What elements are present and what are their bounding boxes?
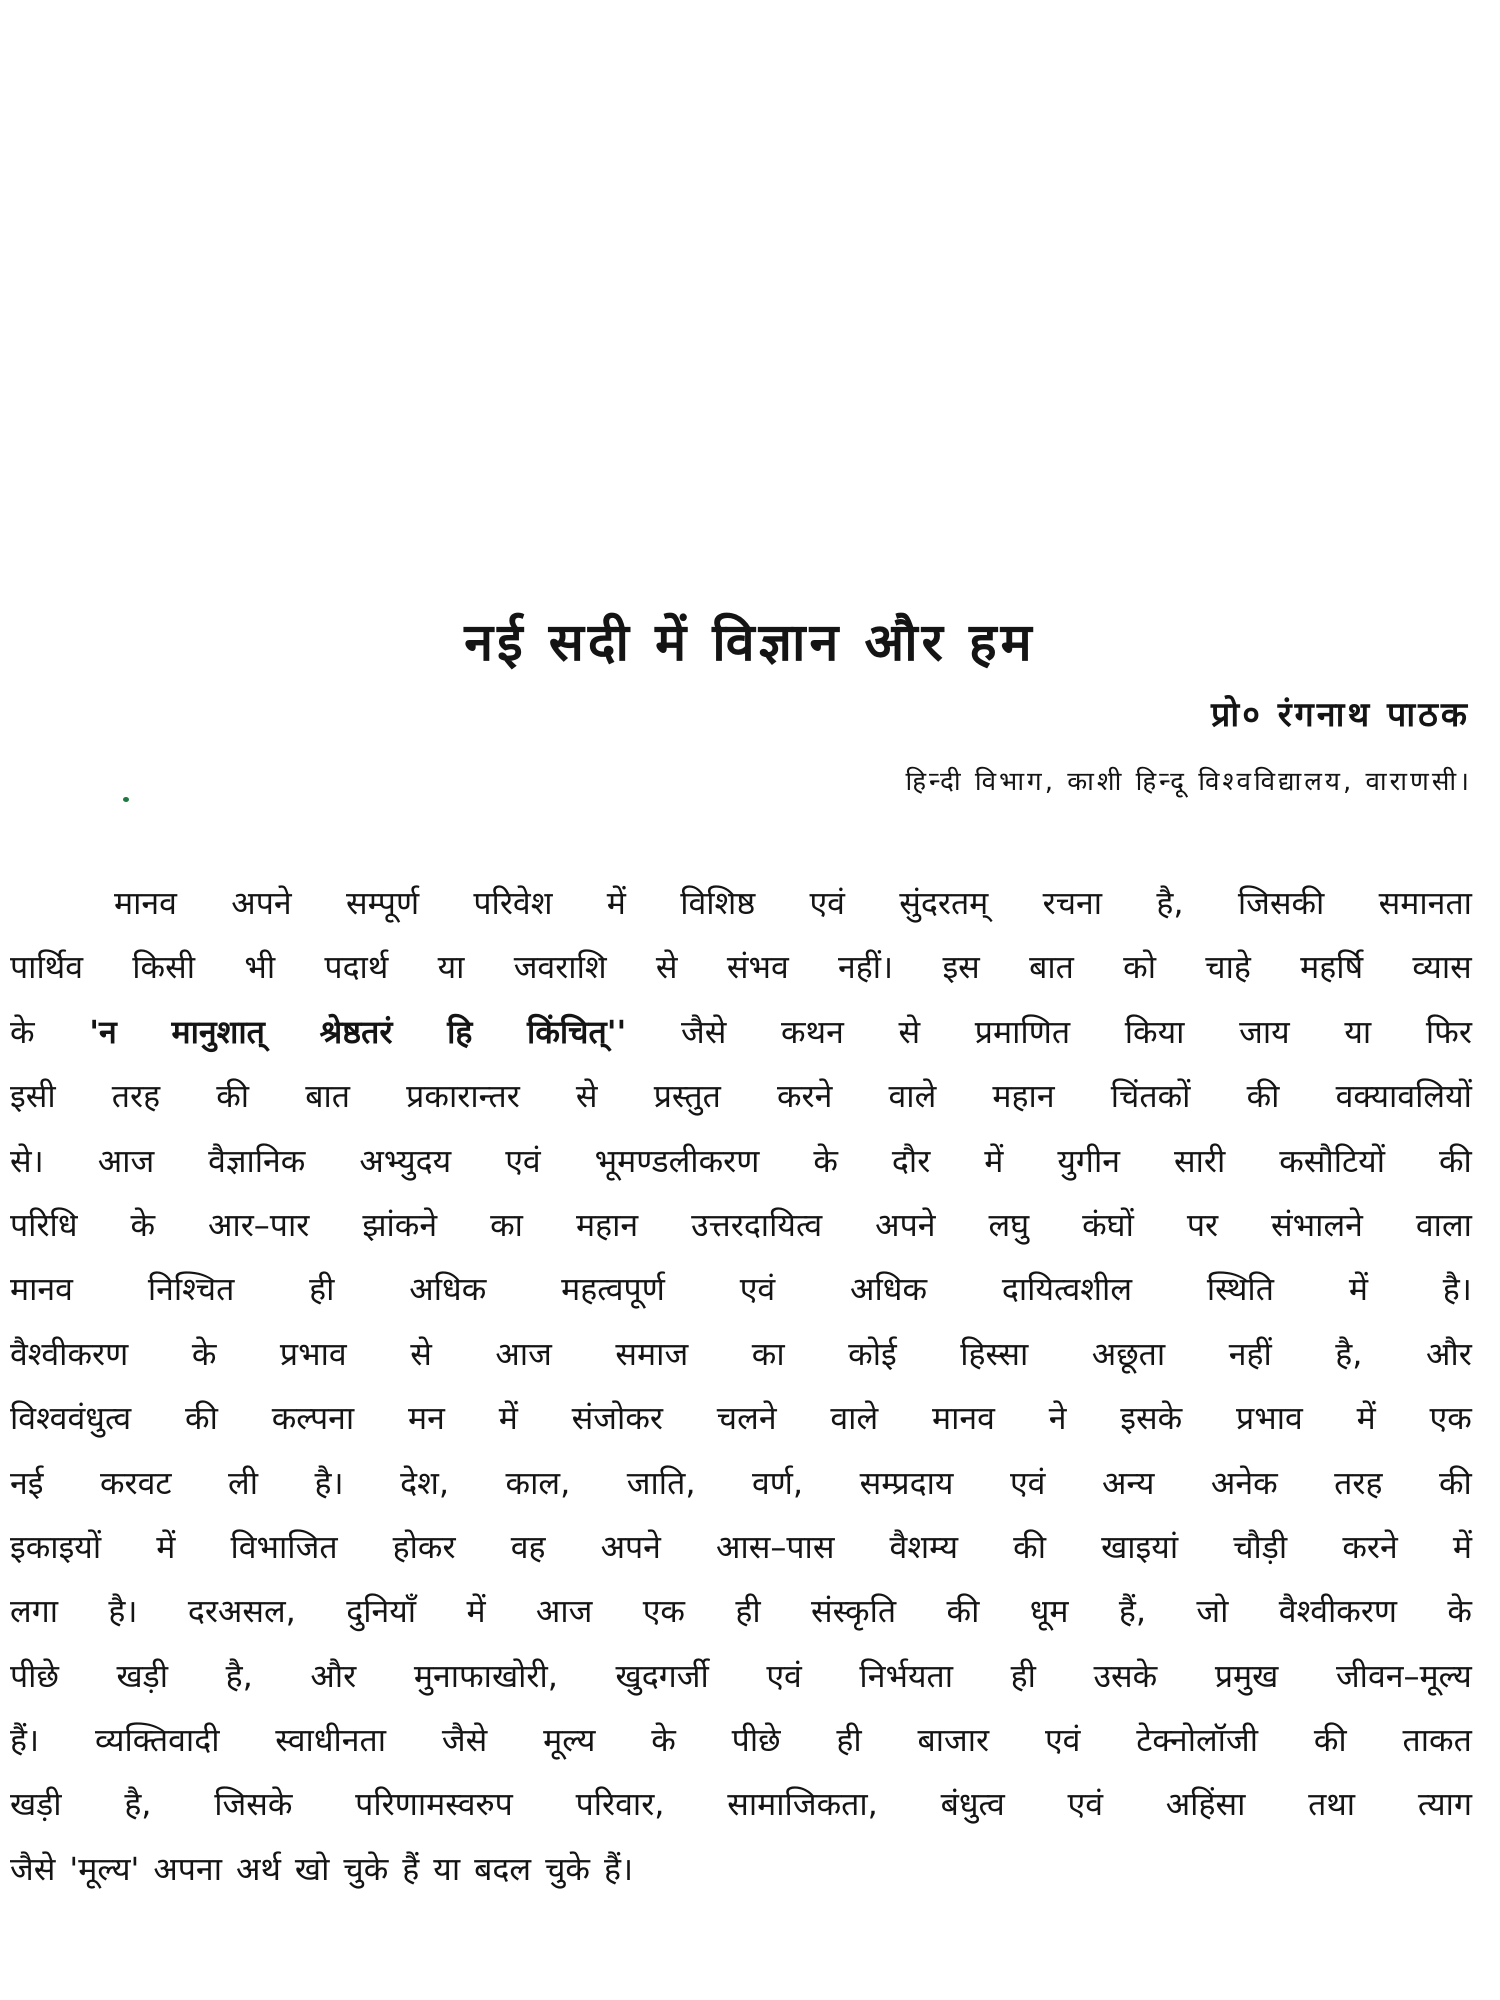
word: या: [433, 1849, 461, 1888]
word: अपने: [600, 1527, 661, 1566]
paragraph-line: [10, 935, 1472, 999]
word: भूमण्डलीकरण: [594, 1141, 760, 1180]
word: लगा: [10, 1592, 59, 1631]
green-speck-mark: [123, 797, 129, 802]
paragraph-line: [10, 1837, 1472, 1901]
word: एवं: [739, 1270, 776, 1309]
word: नहीं।: [838, 948, 894, 987]
word: करवट: [99, 1463, 172, 1502]
word: करने: [776, 1077, 833, 1116]
word: इकाइयों: [10, 1527, 102, 1566]
word: सुंदरतम्: [899, 884, 989, 922]
word: वक्यावलियों: [1335, 1077, 1472, 1116]
paragraph-line: [10, 1257, 1472, 1321]
word: झांकने: [362, 1205, 438, 1244]
word: उसके: [1093, 1656, 1158, 1695]
word: दायित्वशील: [1001, 1270, 1133, 1309]
word: फिर: [1425, 1012, 1472, 1051]
word: हिस्सा: [960, 1334, 1029, 1373]
quoted-sanskrit-word: हि: [447, 1012, 473, 1051]
word: अधिक: [850, 1270, 928, 1309]
word: अपना: [153, 1849, 222, 1888]
word: संजोकर: [571, 1399, 663, 1438]
word: मानव: [10, 1270, 73, 1309]
word: वाला: [1415, 1205, 1472, 1244]
word: निश्चित: [147, 1270, 235, 1309]
word: और: [310, 1656, 357, 1695]
word: ही: [735, 1592, 761, 1631]
word: सम्प्रदाय: [859, 1463, 954, 1502]
word: नहीं: [1228, 1334, 1272, 1373]
word: प्रमाणित: [974, 1012, 1071, 1051]
word: देश,: [400, 1463, 450, 1502]
word: अधिक: [409, 1270, 487, 1309]
word: है।: [108, 1592, 138, 1631]
word: एवं: [505, 1141, 541, 1180]
word: के: [191, 1334, 217, 1373]
paragraph-line: [10, 1451, 1472, 1515]
word: निर्भयता: [859, 1656, 954, 1695]
word: कोई: [848, 1334, 897, 1373]
word: के: [651, 1721, 676, 1760]
word: की: [1246, 1077, 1280, 1116]
page-title: नई सदी में विज्ञान और हम: [464, 613, 1036, 673]
word: हैं,: [1118, 1592, 1147, 1631]
word: वर्ण,: [751, 1463, 804, 1502]
word: के: [130, 1205, 156, 1244]
word: लघु: [988, 1205, 1030, 1244]
word: परिवार,: [575, 1785, 665, 1824]
word: खो: [294, 1849, 330, 1888]
word: किया: [1124, 1012, 1185, 1051]
word: में: [1348, 1270, 1368, 1309]
word: इसके: [1120, 1399, 1183, 1438]
word: को: [1123, 948, 1157, 987]
word: पार्थिव: [10, 948, 83, 987]
word: से: [898, 1012, 921, 1051]
quoted-sanskrit-word: 'न: [89, 1012, 117, 1051]
quoted-sanskrit-word: श्रेष्ठतरं: [319, 1012, 393, 1051]
word: वाले: [830, 1399, 879, 1438]
word: एवं: [1009, 1463, 1046, 1502]
word: त्याग: [1417, 1785, 1472, 1824]
word: चलने: [716, 1399, 777, 1438]
word: इसी: [10, 1077, 56, 1116]
word: अभ्युदय: [359, 1141, 452, 1180]
word: का: [490, 1205, 523, 1244]
word: जो: [1196, 1592, 1229, 1631]
paragraph-line: [10, 1708, 1472, 1772]
word: चुके: [545, 1849, 591, 1888]
word: में: [1452, 1527, 1472, 1566]
word: है,: [124, 1785, 152, 1824]
word: है,: [1335, 1334, 1363, 1373]
word: काल,: [505, 1463, 571, 1502]
word: दौर: [891, 1141, 931, 1180]
word: वह: [510, 1527, 546, 1566]
word: की: [1313, 1721, 1347, 1760]
paragraph-line: [10, 1322, 1472, 1386]
paragraph-line: [10, 1579, 1472, 1643]
word: युगीन: [1057, 1141, 1120, 1180]
word: आज: [495, 1334, 552, 1373]
word: हैं।: [604, 1849, 634, 1888]
word: पर: [1186, 1205, 1219, 1244]
word: पदार्थ: [324, 948, 389, 987]
word: या: [1344, 1012, 1372, 1051]
word: चाहे: [1205, 948, 1251, 987]
word: में: [984, 1141, 1004, 1180]
word: है।: [1442, 1270, 1472, 1309]
word: कथन: [781, 1012, 844, 1051]
word: धूम: [1029, 1592, 1069, 1631]
word: एवं: [809, 884, 845, 922]
word: जीवन–मूल्य: [1335, 1656, 1472, 1695]
word: बंधुत्व: [940, 1785, 1005, 1824]
word: पीछे: [10, 1656, 59, 1695]
word: हैं: [402, 1849, 420, 1888]
word: महान: [575, 1205, 639, 1244]
word: मुनाफाखोरी,: [413, 1656, 558, 1695]
word: की: [1438, 1463, 1472, 1502]
word: चुके: [343, 1849, 389, 1888]
word: किसी: [132, 948, 196, 987]
word: वाले: [888, 1077, 937, 1116]
word: एवं: [766, 1656, 802, 1695]
word: नई: [10, 1463, 44, 1502]
word: प्रमुख: [1214, 1656, 1279, 1695]
word: वैश्वीकरण: [1278, 1592, 1398, 1631]
word: तरह: [111, 1077, 161, 1116]
word: समाज: [615, 1334, 689, 1373]
word: वैज्ञानिक: [208, 1141, 306, 1180]
word: से: [655, 948, 678, 987]
quoted-sanskrit-word: मानुशात्: [171, 1012, 265, 1051]
body-paragraph: [10, 871, 1472, 1901]
word: कल्पना: [271, 1399, 355, 1438]
word: तथा: [1308, 1785, 1356, 1824]
word: ताकत: [1402, 1721, 1472, 1760]
word: एवं: [1067, 1785, 1104, 1824]
word: ही: [1010, 1656, 1036, 1695]
paragraph-line: [10, 1064, 1472, 1128]
word: रचना: [1042, 884, 1103, 922]
word: की: [1438, 1141, 1472, 1180]
word: व्यास: [1412, 948, 1472, 987]
word: 'मूल्य': [69, 1849, 140, 1888]
word: अनेक: [1210, 1463, 1278, 1502]
word: परिधि: [10, 1205, 78, 1244]
word: से: [410, 1334, 432, 1373]
word: है।: [314, 1463, 344, 1502]
word: प्रभाव: [279, 1334, 347, 1373]
word: हैं।: [10, 1721, 40, 1760]
paragraph-line: [10, 1386, 1472, 1450]
word: दरअसल,: [187, 1592, 296, 1631]
word: पीछे: [731, 1721, 781, 1760]
word: प्रस्तुत: [653, 1077, 721, 1116]
word: जैसे: [441, 1721, 488, 1760]
paragraph-line: [10, 1193, 1472, 1257]
word: सामाजिकता,: [727, 1785, 878, 1824]
word: बदल: [474, 1849, 532, 1888]
word: ही: [836, 1721, 862, 1760]
word: प्रभाव: [1236, 1399, 1303, 1438]
word: आज: [97, 1141, 155, 1180]
word: कसौटियों: [1279, 1141, 1385, 1180]
word: की: [185, 1399, 218, 1438]
word: खड़ी: [10, 1785, 62, 1824]
word: भी: [244, 948, 276, 987]
word: उत्तरदायित्व: [691, 1205, 823, 1244]
word: है,: [225, 1656, 253, 1695]
paragraph-line: [10, 871, 1472, 935]
word: बात: [1029, 948, 1074, 987]
word: वैश्वीकरण: [10, 1334, 129, 1373]
word: का: [751, 1334, 785, 1373]
word: जाति,: [626, 1463, 696, 1502]
word: जिसके: [214, 1785, 293, 1824]
word: के: [813, 1141, 838, 1180]
word: जिसकी: [1237, 884, 1325, 922]
word: से।: [10, 1141, 44, 1180]
word: ही: [309, 1270, 335, 1309]
word: आस–पास: [716, 1527, 835, 1566]
word: खड़ी: [116, 1656, 169, 1695]
word: जवराशि: [513, 948, 607, 987]
word: स्थिति: [1206, 1270, 1274, 1309]
paragraph-line: [10, 1515, 1472, 1579]
word: मानव: [114, 884, 177, 922]
word: विभाजित: [230, 1527, 338, 1566]
word: ने: [1048, 1399, 1067, 1438]
word: अन्य: [1101, 1463, 1155, 1502]
word: संभालने: [1271, 1205, 1363, 1244]
word: के: [10, 1012, 35, 1051]
word: समानता: [1378, 884, 1472, 922]
word: जाय: [1239, 1012, 1290, 1051]
word: के: [1447, 1592, 1472, 1631]
word: में: [466, 1592, 486, 1631]
word: खुदगर्जी: [615, 1656, 709, 1695]
word: महर्षि: [1300, 948, 1364, 987]
word: अर्थ: [236, 1849, 281, 1888]
word: जैसे: [681, 1012, 727, 1051]
word: में: [606, 884, 626, 922]
word: या: [437, 948, 465, 987]
word: परिवेश: [473, 884, 553, 922]
quoted-sanskrit-word: किंचित्'': [527, 1012, 627, 1051]
word: विश्ववंधुत्व: [10, 1399, 132, 1438]
word: मन: [408, 1399, 445, 1438]
word: में: [156, 1527, 176, 1566]
word: मूल्य: [543, 1721, 596, 1760]
paragraph-line: [10, 1000, 1472, 1064]
word: चिंतकों: [1110, 1077, 1191, 1116]
word: विशिष्ठ: [680, 884, 756, 922]
author-affiliation: हिन्दी विभाग, काशी हिन्दू विश्वविद्यालय, वाराणसी।: [905, 767, 1472, 797]
word: की: [216, 1077, 250, 1116]
word: बाजार: [917, 1721, 990, 1760]
word: दुनियाँ: [346, 1592, 417, 1631]
word: मानव: [931, 1399, 995, 1438]
word: स्वाधीनता: [275, 1721, 387, 1760]
word: की: [1013, 1527, 1047, 1566]
word: ली: [228, 1463, 259, 1502]
word: की: [946, 1592, 980, 1631]
word: आज: [535, 1592, 593, 1631]
paragraph-line: [10, 1772, 1472, 1836]
word: बात: [305, 1077, 351, 1116]
word: परिणामस्वरुप: [355, 1785, 513, 1824]
word: इस: [942, 948, 980, 987]
word: करने: [1342, 1527, 1398, 1566]
word: अहिंसा: [1165, 1785, 1246, 1824]
word: है,: [1156, 884, 1184, 922]
word: प्रकारान्तर: [406, 1077, 520, 1116]
paragraph-line: [10, 1644, 1472, 1708]
word: महत्वपूर्ण: [561, 1270, 665, 1309]
author-name: प्रो० रंगनाथ पाठक: [1211, 695, 1470, 735]
word: में: [1356, 1399, 1376, 1438]
word: कंघों: [1082, 1205, 1134, 1244]
word: अपने: [231, 884, 292, 922]
word: तरह: [1334, 1463, 1383, 1502]
word: सम्पूर्ण: [345, 884, 420, 922]
word: चौड़ी: [1233, 1527, 1288, 1566]
word: वैशम्य: [889, 1527, 959, 1566]
word: एक: [642, 1592, 685, 1631]
word: और: [1426, 1334, 1472, 1373]
word: सारी: [1173, 1141, 1226, 1180]
word: संभव: [726, 948, 789, 987]
word: अपने: [875, 1205, 936, 1244]
word: में: [498, 1399, 518, 1438]
word: टेक्नोलॉजी: [1136, 1721, 1258, 1760]
word: आर–पार: [208, 1205, 310, 1244]
word: जैसे: [10, 1849, 56, 1888]
word: एक: [1429, 1399, 1472, 1438]
word: से: [575, 1077, 598, 1116]
word: एवं: [1044, 1721, 1081, 1760]
word: अछूता: [1091, 1334, 1166, 1373]
word: व्यक्तिवादी: [94, 1721, 220, 1760]
word: महान: [992, 1077, 1055, 1116]
paragraph-line: [10, 1129, 1472, 1193]
word: खाइयां: [1101, 1527, 1179, 1566]
word: होकर: [392, 1527, 456, 1566]
word: संस्कृति: [810, 1592, 897, 1631]
